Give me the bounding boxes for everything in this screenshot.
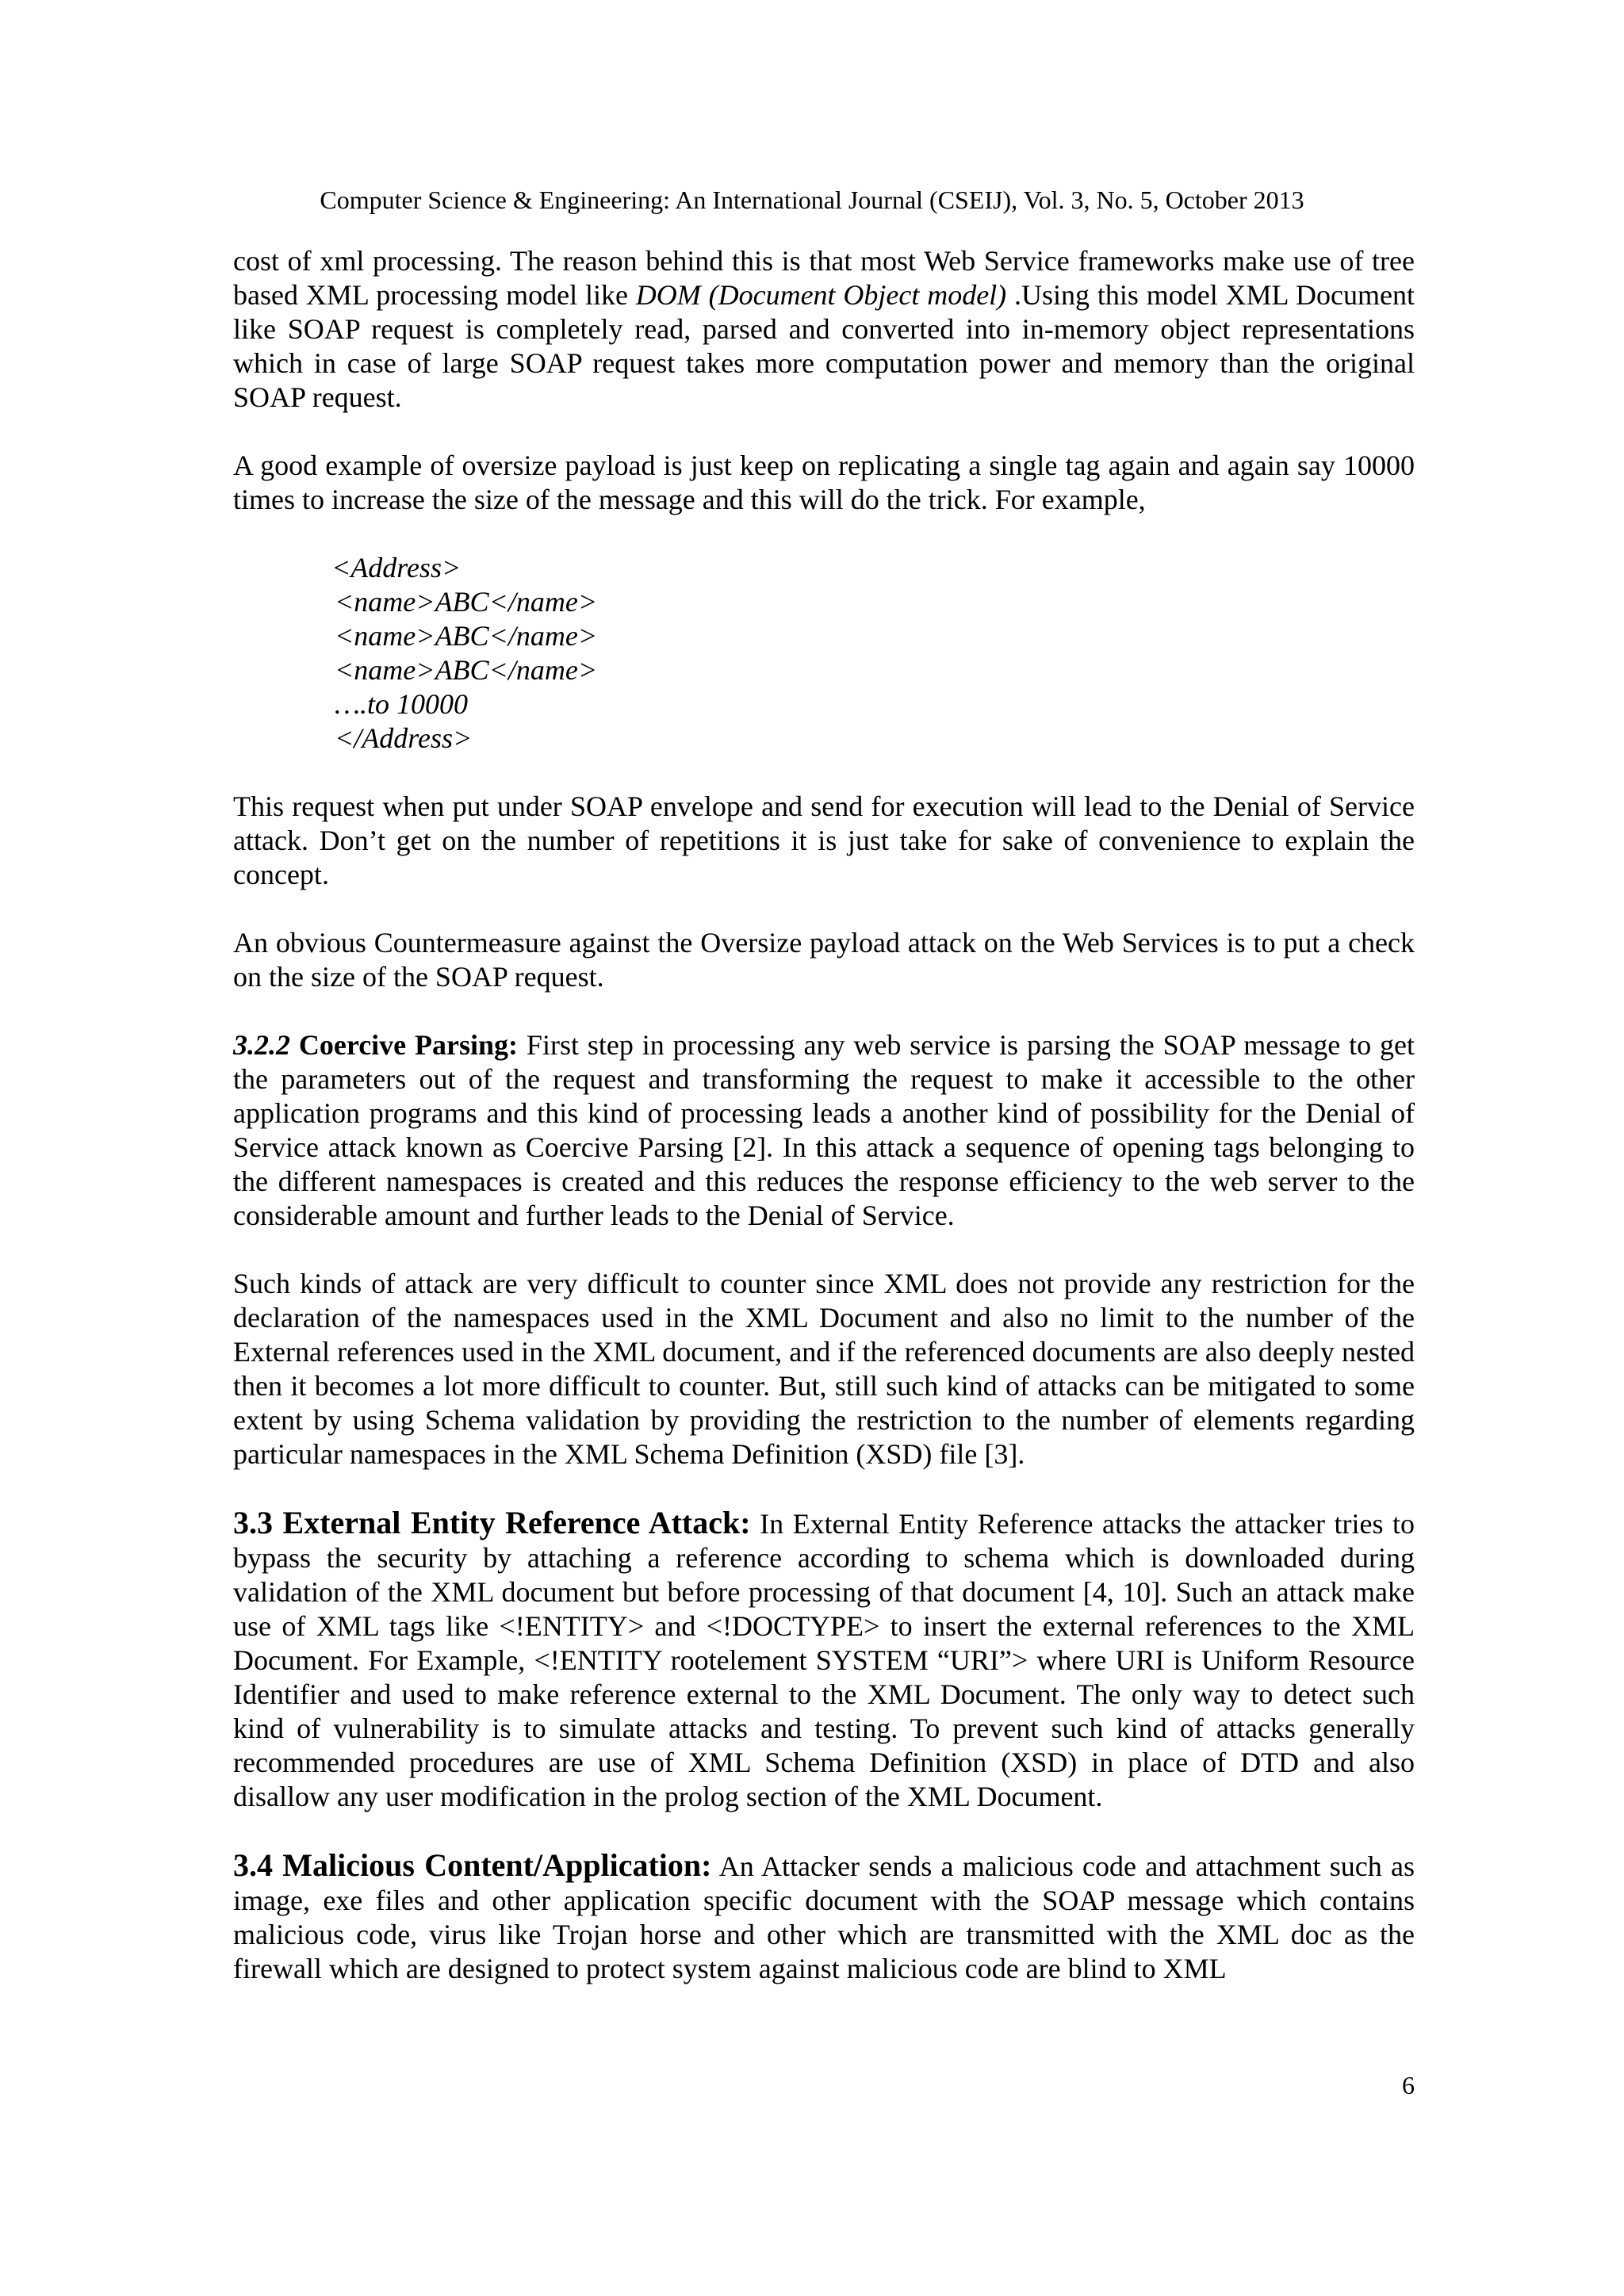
paragraph-text: In External Entity Reference attacks the attacker tries to bypass the security by attaching a reference according to schema which is downloaded during validation of the XML document but before processing of that document [4, 10]. Such an attack make use of XML tags like <!ENTITY> and <!DOCTYPE> to insert the external references to the XML Document. For Example, <!ENTITY rootelement SYSTEM “URI”> where URI is Uniform Resource Identifier and used to make reference external to the XML Document. The only way to detect such kind of vulnerability is to simulate attacks and testing. To prevent such kind of attacks generally recommended procedures are use of XML Schema Definition (XSD) in place of DTD and also disallow any user modification in the prolog section of the XML Document. (233, 1508, 1415, 1812)
paragraph-coercive-parsing (233, 1028, 1415, 1233)
page-number: 6 (1402, 2071, 1415, 2099)
paragraph-external-entity (233, 1506, 1415, 1814)
section-number: 3.2.2 (233, 1029, 290, 1061)
section-heading: 3.3 External Entity Reference Attack: (233, 1505, 751, 1540)
section-title: Coercive Parsing: (298, 1029, 519, 1061)
code-line: <name>ABC</name> (335, 654, 598, 686)
article-body (233, 244, 1415, 2020)
code-line: <name>ABC</name> (335, 586, 598, 618)
paragraph-namespace-attacks: Such kinds of attack are very difficult to counter since XML does not provide any restriction for the declaration of the namespaces used in the XML Document and also no limit to the number of the External references used in the XML document, and if the referenced documents are also deeply nested then it becomes a lot more difficult to counter. But, still such kind of attacks can be mitigated to some extent by using Schema validation by providing the restriction to the number of elements regarding particular namespaces in the XML Schema Definition (XSD) file [3]. (233, 1268, 1415, 1470)
xml-code-example (233, 551, 1415, 756)
paragraph-text: .Using this model XML Document like SOAP request is completely read, parsed and converted into in-memory object representations which in case of large SOAP request takes more computation power and memory than the original SOAP request. (233, 279, 1415, 413)
code-line: <Address> (331, 552, 462, 584)
running-header: Computer Science & Engineering: An International Journal (CSEIJ), Vol. 3, No. 5, October 2013 (320, 186, 1304, 214)
paragraph-text: cost of xml processing. The reason behind this is that most Web Service frameworks make use of tree based XML processing model like (233, 245, 1415, 311)
paragraph-text: First step in processing any web service is parsing the SOAP message to get the parameters out of the request and transforming the request to make it accessible to the other application programs and this kind of processing leads a another kind of possibility for the Denial of Service attack known as Coercive Parsing [2]. In this attack a sequence of opening tags belonging to the different namespaces is created and this reduces the response efficiency to the web server to the considerable amount and further leads to the Denial of Service. (233, 1029, 1415, 1231)
paragraph-soap-envelope-dos: This request when put under SOAP envelope and send for execution will lead to the Denial of Service attack. Don’t get on the number of repetitions it is just take for sake of convenience to explain the concept. (233, 790, 1415, 890)
paragraph-text: An Attacker sends a malicious code and attachment such as image, exe files and other application specific document with the SOAP message which contains malicious code, virus like Trojan horse and other which are transmitted with the XML doc as the firewall which are designed to protect system against malicious code are blind to XML (233, 1850, 1415, 1984)
code-line: </Address> (335, 722, 473, 754)
section-heading: 3.4 Malicious Content/Application: (233, 1847, 712, 1883)
code-line: <name>ABC</name> (335, 620, 598, 652)
paragraph-xml-processing-cost (233, 244, 1415, 415)
paragraph-malicious-content (233, 1848, 1415, 1986)
code-line: ….to 10000 (335, 688, 469, 720)
dom-term: DOM (Document Object model) (635, 279, 1007, 311)
paragraph-countermeasure: An obvious Countermeasure against the Oversize payload attack on the Web Services is to put a check on the size of the SOAP request. (233, 927, 1415, 993)
paragraph-oversize-payload-example: A good example of oversize payload is just keep on replicating a single tag again and again say 10000 times to increase the size of the message and this will do the trick. For example, (233, 450, 1415, 515)
